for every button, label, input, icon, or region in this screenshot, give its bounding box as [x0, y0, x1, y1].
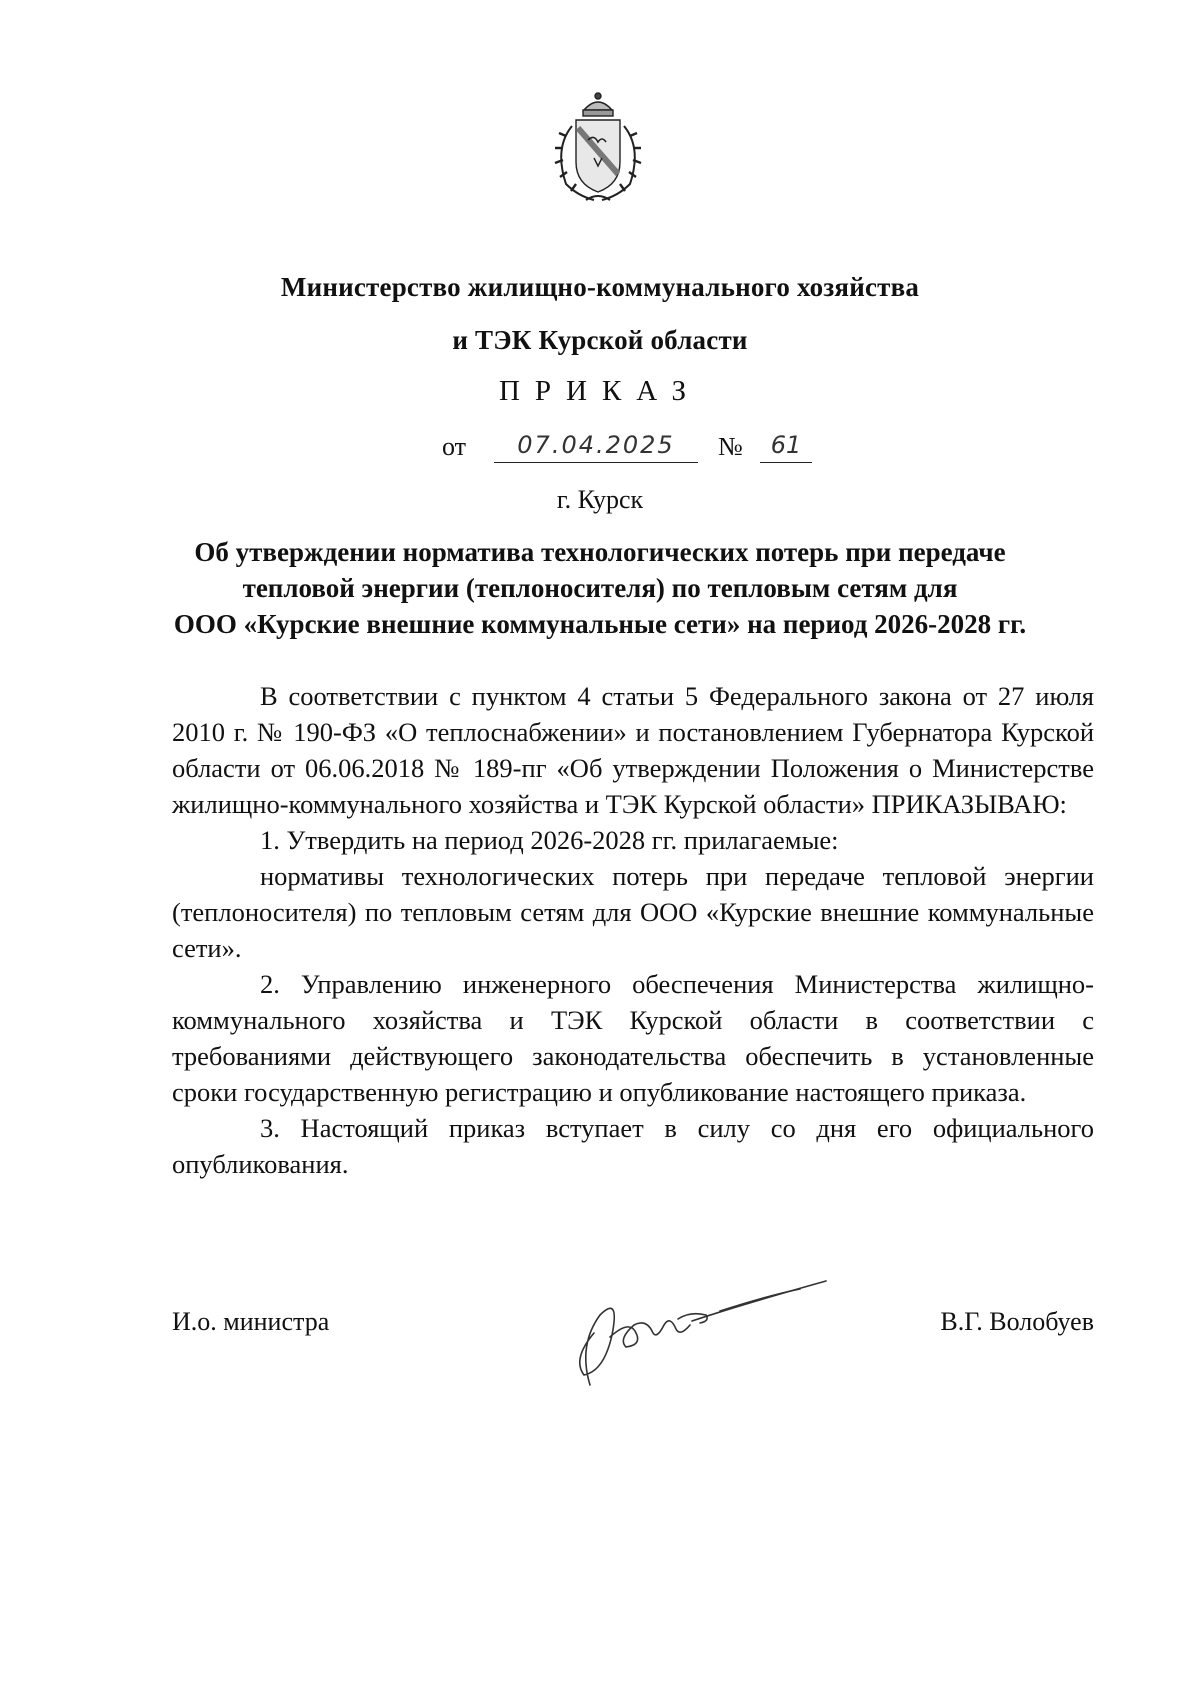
signatory-title: И.о. министра: [172, 1307, 330, 1336]
paragraph-preamble: В соответствии с пунктом 4 статьи 5 Федерального закона от 27 июля 2010 г. № 190-ФЗ «О теплоснабжении» и постановлением Губернатора Курской области от 06.06.2018 № 189-пг «Об утверждении Положения о Министерстве жилищно-коммунального хозяйства и ТЭК Курской области» ПРИКАЗЫВАЮ:: [172, 681, 1094, 819]
ministry-name-line1: Министерство жилищно-коммунального хозяйства: [280, 272, 920, 302]
date-number-row: [442, 428, 862, 468]
document-body: [172, 678, 1094, 1182]
handwritten-signature-icon: [560, 1275, 830, 1391]
number-value: 61: [760, 428, 812, 463]
document-type: ПРИКАЗ: [498, 375, 702, 407]
paragraph-item-1: 1. Утвердить на период 2026-2028 гг. прилагаемые:: [260, 825, 839, 855]
ministry-name-line2: и ТЭК Курской области: [452, 325, 748, 355]
paragraph-item-1-detail: нормативы технологических потерь при передаче тепловой энергии (теплоносителя) по тепловым сетям для ООО «Курские внешние коммунальные сети».: [172, 861, 1094, 963]
paragraph-item-2: 2. Управлению инженерного обеспечения Министерства жилищно-коммунального хозяйства и ТЭК Курской области в соответствии с требованиями действующего законодательства обеспечить в установленные сроки государственную регистрацию и опубликование настоящего приказа.: [172, 969, 1094, 1107]
city: г. Курск: [556, 485, 644, 514]
order-heading-line2: тепловой энергии (теплоносителя) по тепловым сетям для: [242, 573, 958, 603]
paragraph-item-3: 3. Настоящий приказ вступает в силу со дня его официального опубликования.: [172, 1113, 1094, 1179]
date-label: от: [442, 432, 467, 461]
signatory-name: В.Г. Волобуев: [940, 1307, 1094, 1336]
order-heading-line3: ООО «Курские внешние коммунальные сети» на период 2026-2028 гг.: [173, 609, 1027, 639]
coat-of-arms-icon: [536, 88, 660, 208]
number-label: №: [718, 432, 743, 461]
date-value: 07.04.2025: [494, 428, 698, 463]
signature-block: [172, 1297, 1094, 1417]
order-heading-line1: Об утверждении норматива технологических потерь при передаче: [194, 537, 1006, 567]
